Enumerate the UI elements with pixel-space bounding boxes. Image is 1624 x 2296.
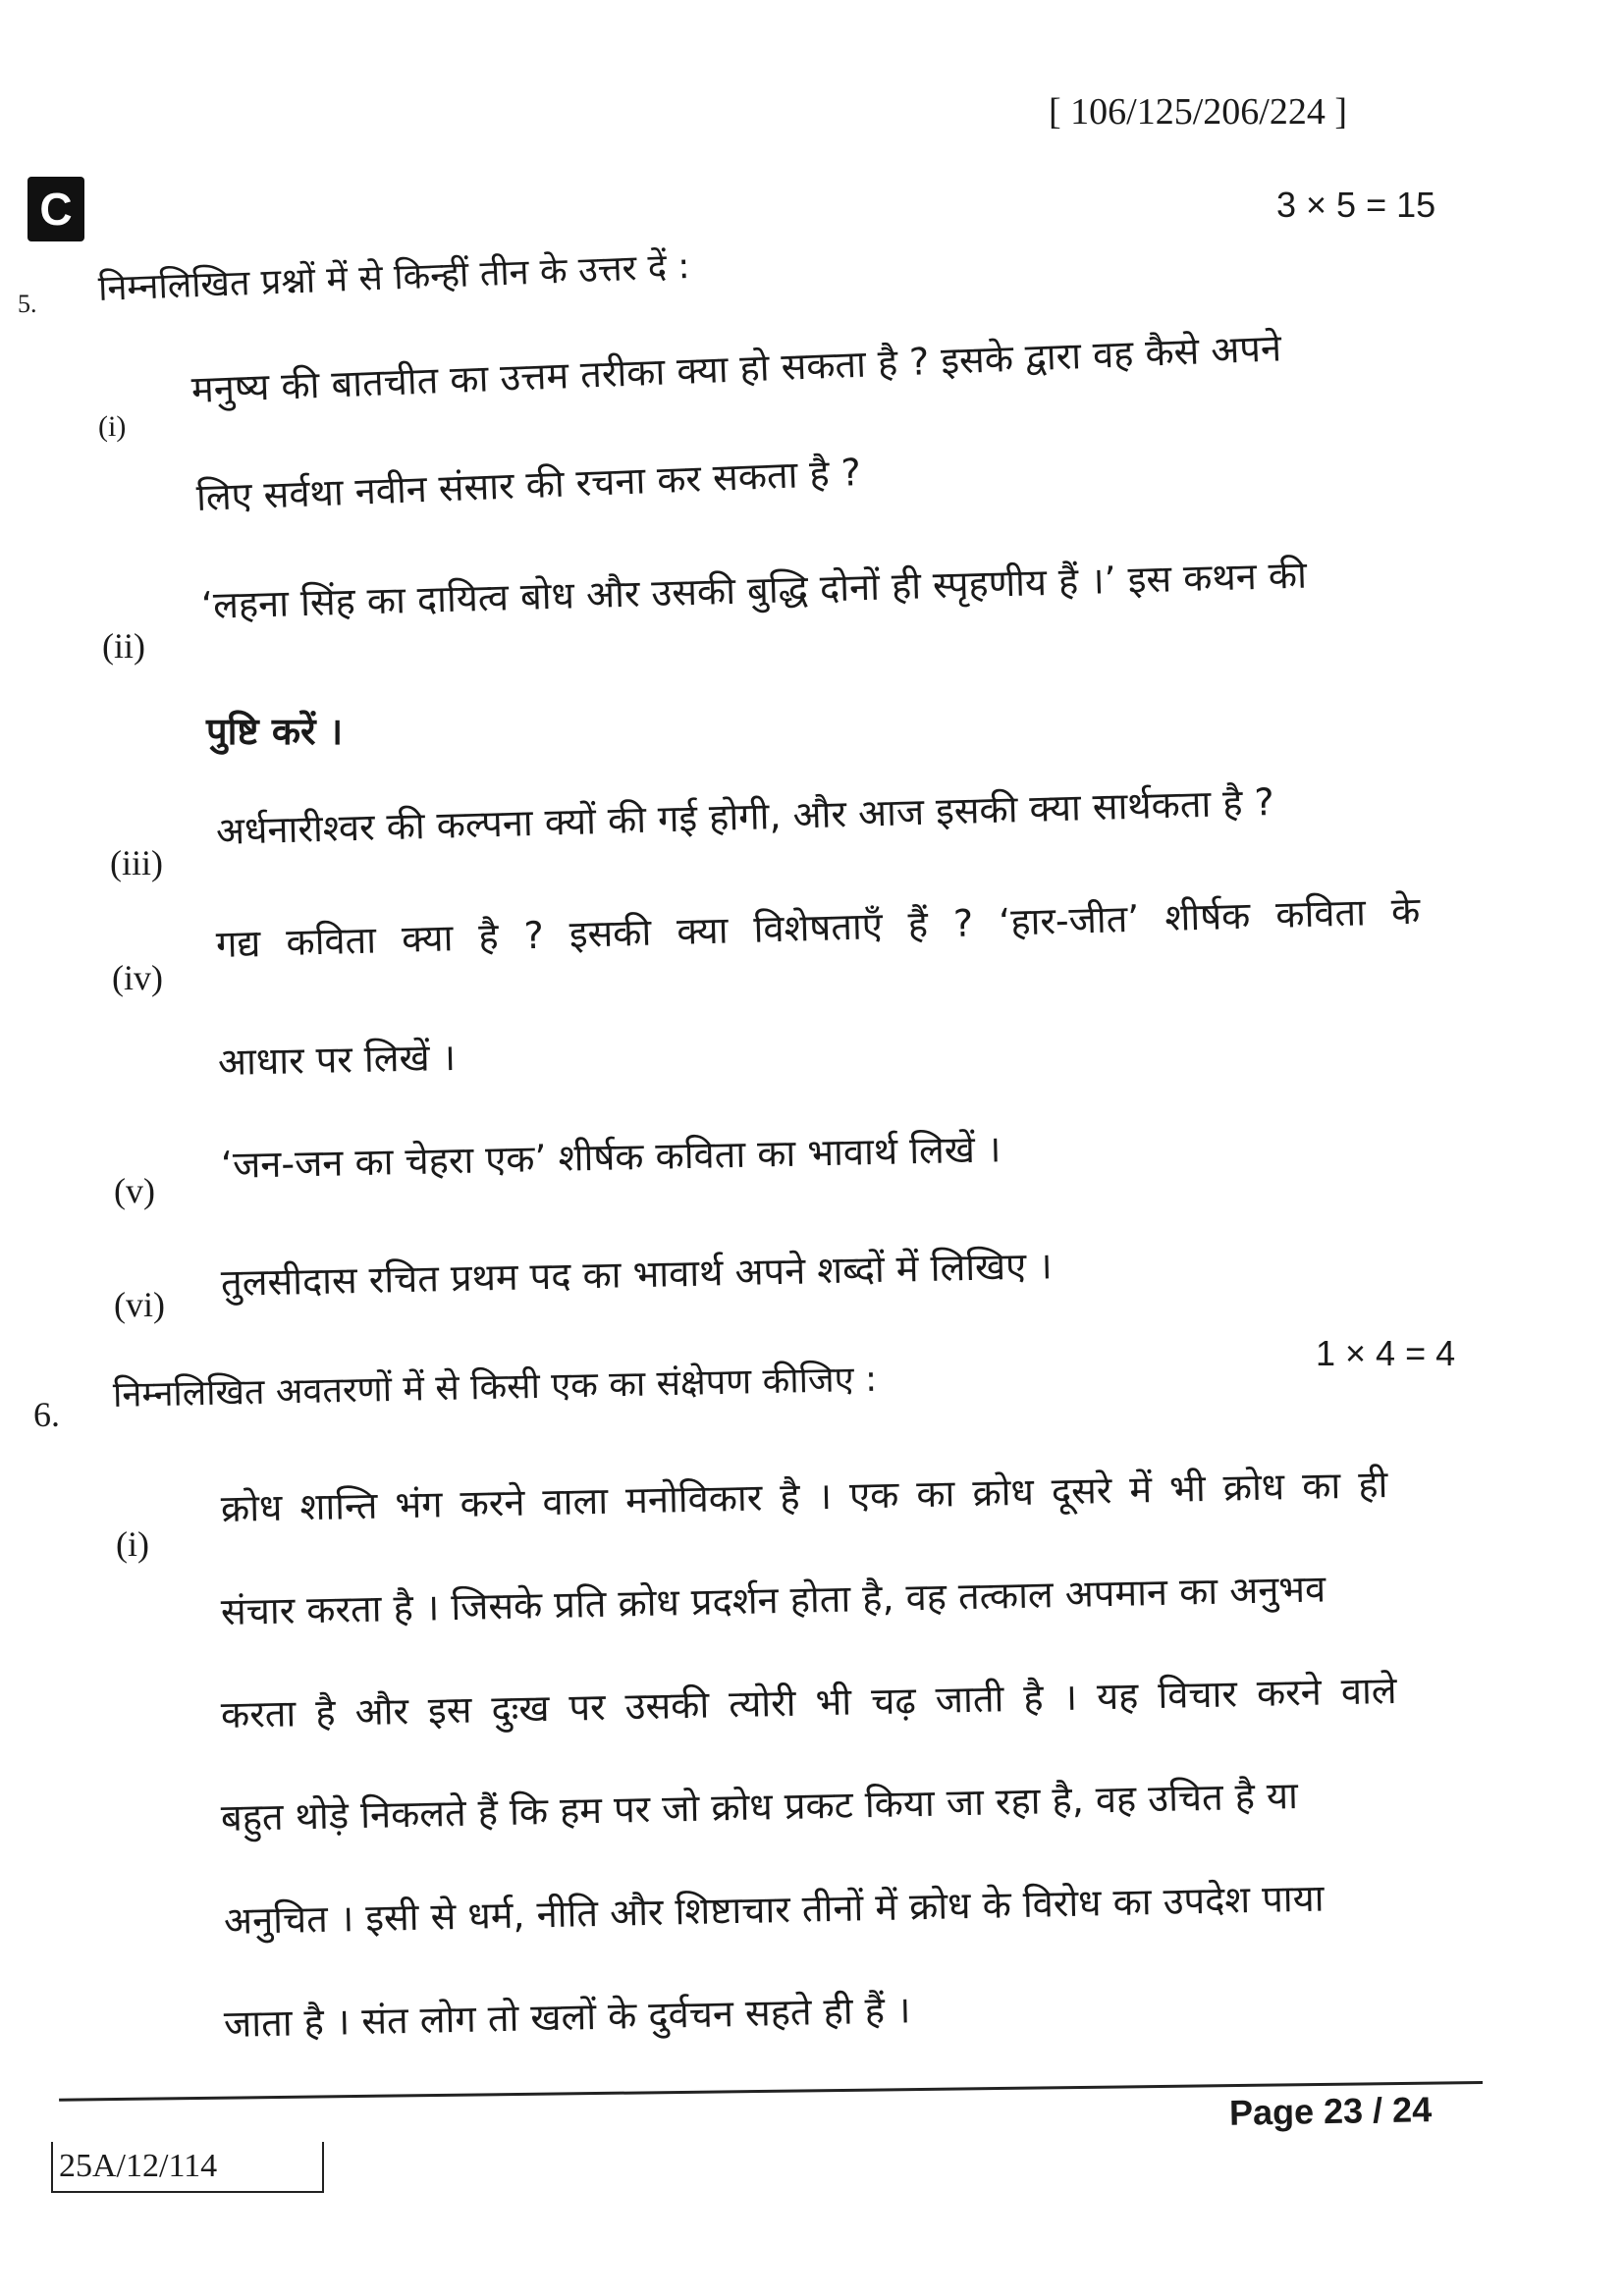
passage-line: करता है और इस दुःख पर उसकी त्योरी भी चढ़ जाती है । यह विचार करने वाले [220,1668,1398,1736]
q5-item-text: गद्य कविता क्या है ? इसकी क्या विशेषताएँ हैं ? ‘हार-जीत’ शीर्षक कविता के [215,888,1421,966]
q5-item-text: आधार पर लिखें । [217,1035,457,1084]
q5-number: 5. [18,290,37,318]
passage-line: जाता है । संत लोग तो खलों के दुर्वचन सहते ही हैं । [223,1988,911,2046]
q6-number: 6. [33,1395,60,1434]
page-number: Page 23 / 24 [1228,2089,1433,2133]
section-badge: C [27,177,84,241]
q5-item-label: (v) [114,1171,155,1210]
q5-marks: 3 × 5 = 15 [1276,185,1436,225]
paper-code-footer: 25A/12/114 [51,2142,324,2193]
q5-item-label: (i) [98,410,127,443]
q5-item-text: तुलसीदास रचित प्रथम पद का भावार्थ अपने शब्दों में लिखिए । [220,1244,1054,1305]
q5-item-label: (iv) [112,958,163,997]
q5-item-text: ‘जन-जन का चेहरा एक’ शीर्षक कविता का भावार्थ लिखें । [220,1127,1001,1187]
passage-line: संचार करता है । जिसके प्रति क्रोध प्रदर्शन होता है, वह तत्काल अपमान का अनुभव [220,1567,1326,1633]
q5-item-text: पुष्टि करें । [206,710,344,753]
q5-item-text: अर्धनारीश्वर की कल्पना क्यों की गई होगी, और आज इसकी क्या सार्थकता है ? [215,779,1275,853]
q5-item-label: (iii) [110,843,163,882]
q5-item-label: (ii) [102,626,145,666]
q6-marks: 1 × 4 = 4 [1316,1333,1456,1373]
paper-code: [ 106/125/206/224 ] [1049,91,1347,133]
passage-line: क्रोध शान्ति भंग करने वाला मनोविकार है । एक का क्रोध दूसरे में भी क्रोध का ही [220,1463,1388,1530]
q5-item-text: लिए सर्वथा नवीन संसार की रचना कर सकता है ? [195,451,862,519]
passage-line: बहुत थोड़े निकलते हैं कि हम पर जो क्रोध प्रकट किया जा रहा है, वह उचित है या [220,1774,1299,1840]
passage-line: अनुचित । इसी से धर्म, नीति और शिष्टाचार तीनों में क्रोध के विरोध का उपदेश पाया [223,1876,1325,1943]
q6-instruction: निम्नलिखित अवतरणों में से किसी एक का संक्षेपण कीजिए : [112,1359,878,1415]
q5-item-label: (vi) [114,1285,165,1324]
q5-item-text: मनुष्य की बातचीत का उत्तम तरीका क्या हो सकता है ? इसके द्वारा वह कैसे अपने [190,326,1282,411]
q5-instruction: निम्नलिखित प्रश्नों में से किन्हीं तीन के उत्तर दें : [97,245,691,309]
q6-item-label: (i) [116,1524,149,1564]
q5-item-text: ‘लहना सिंह का दायित्व बोध और उसकी बुद्धि दोनों ही स्पृहणीय हैं ।’ इस कथन की [200,553,1308,627]
